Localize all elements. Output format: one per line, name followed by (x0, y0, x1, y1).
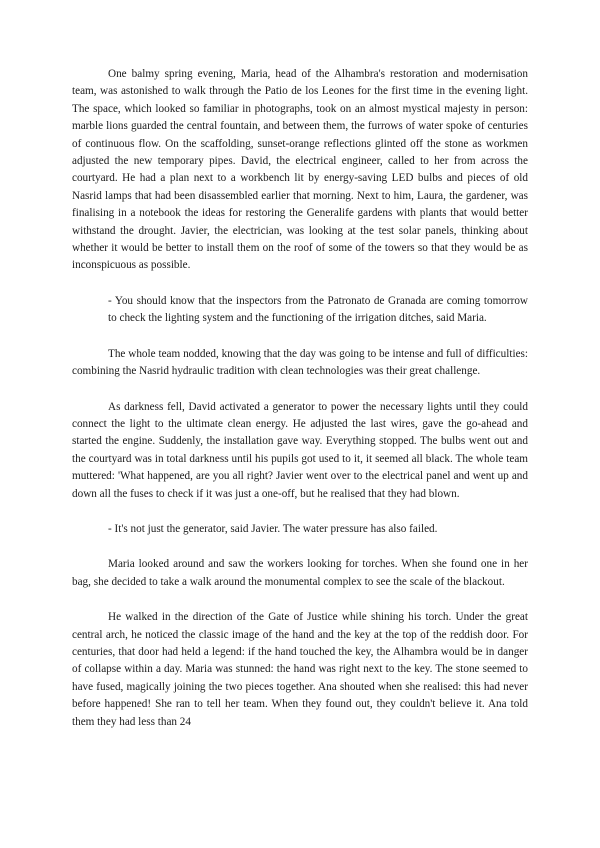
paragraph-gate-of-justice: He walked in the direction of the Gate of Justice while shining his torch. Under the great central arch, he noticed the classic image of the hand and the key at the top of the reddish door. For centuries, that door had held a legend: if the hand touched the key, the Alhambra would be in danger of collapse within a day. Maria was stunned: the hand was right next to the key. The stone seemed to have fused, magically joining the two pieces together. Ana shouted when she realised: this had never before happened! She ran to tell her team. When they found out, they couldn't believe it. Ana told them they had less than 24 (72, 611, 528, 728)
dialogue-maria: - You should know that the inspectors from the Patronato de Granada are coming tomorrow to check the lighting system and the functioning of the irrigation ditches, said Maria. (108, 294, 528, 325)
dialogue-javier: - It's not just the generator, said Javier. The water pressure has also failed. (108, 522, 438, 535)
paragraph-blackout: As darkness fell, David activated a generator to power the necessary lights until they could connect the light to the ultimate clean energy. He adjusted the last wires, gave the go-ahead and started the engine. Suddenly, the installation gave way. Everything stopped. The bulbs went out and the courtyard was in total darkness until his pupils got used to it, it seemed all black. The whole team muttered: 'What happened, are you all right? Javier went over to the electrical panel and went up and down all the fuses to check if it was just a one-off, but he realised that they had blown. (72, 400, 528, 500)
paragraph-team-nodded: The whole team nodded, knowing that the day was going to be intense and full of difficulties: combining the Nasrid hydraulic tradition with clean technologies was their great challenge. (72, 347, 528, 378)
paragraph-opening: One balmy spring evening, Maria, head of the Alhambra's restoration and modernisation team, was astonished to walk through the Patio de los Leones for the first time in the evening light. The space, which looked so familiar in photographs, took on an almost mystical majesty in person: marble lions guarded the central fountain, and between them, the furrows of water spoke of centuries of continuous flow. On the scaffolding, sunset-orange reflections glinted off the stone as workmen adjusted the new temporary pipes. David, the electrical engineer, called to her from across the courtyard. He had a plan next to a workbench lit by energy-saving LED bulbs and pieces of old Nasrid lamps that had been disassembled earlier that morning. Next to him, Laura, the gardener, was finalising in a notebook the ideas for restoring the Generalife gardens with plants that would better withstand the drought. Javier, the electrician, was looking at the test solar panels, thinking about whether it would be better to install them on the roof of some of the towers so that they would be as inconspicuous as possible. (72, 68, 528, 272)
paragraph-torches: Maria looked around and saw the workers looking for torches. When she found one in her bag, she decided to take a walk around the monumental complex to see the scale of the blackout. (72, 558, 528, 588)
document-page (72, 66, 528, 731)
